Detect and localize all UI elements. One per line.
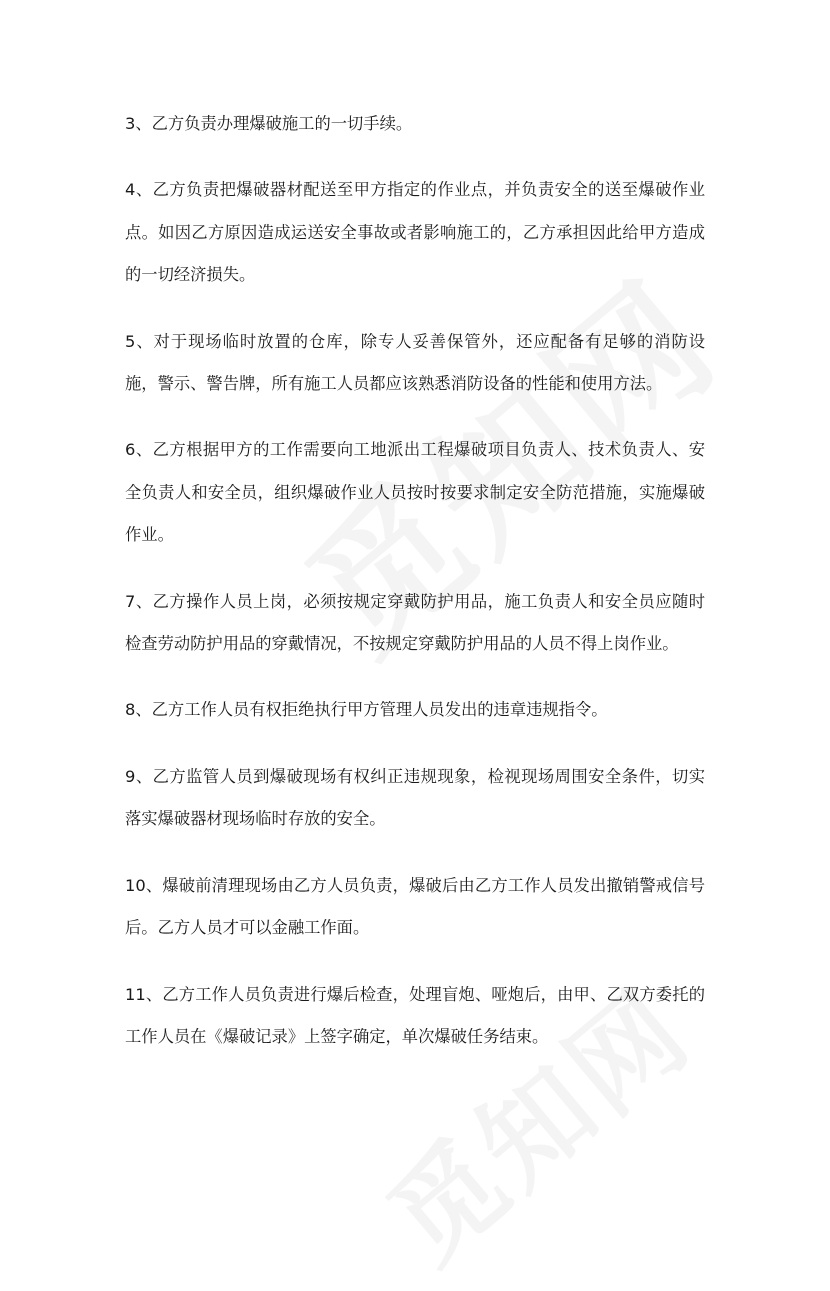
clause-6: 6、乙方根据甲方的工作需要向工地派出工程爆破项目负责人、技术负责人、安全负责人和安全员，组织爆破作业人员按时按要求制定安全防范措施，实施爆破作业。: [125, 440, 705, 545]
clause-9: 9、乙方监管人员到爆破现场有权纠正违规现象，检视现场周围安全条件，切实落实爆破器材现场临时存放的安全。: [125, 766, 705, 829]
clause-5: 5、对于现场临时放置的仓库，除专人妥善保管外，还应配备有足够的消防设施，警示、警告牌，所有施工人员都应该熟悉消防设备的性能和使用方法。: [125, 331, 705, 394]
clause-3: 3、乙方负责办理爆破施工的一切手续。: [125, 114, 413, 133]
clause-8: 8、乙方工作人员有权拒绝执行甲方管理人员发出的违章违规指令。: [125, 700, 608, 720]
clause-4: 4、乙方负责把爆破器材配送至甲方指定的作业点，并负责安全的送至爆破作业点。如因乙方原因造成运送安全事故或者影响施工的，乙方承担因此给甲方造成的一切经济损失。: [125, 180, 705, 285]
clause-7: 7、乙方操作人员上岗，必须按规定穿戴防护用品，施工负责人和安全员应随时检查劳动防护用品的穿戴情况，不按规定穿戴防护用品的人员不得上岗作业。: [125, 591, 705, 654]
clause-11: 11、乙方工作人员负责进行爆后检查，处理盲炮、哑炮后，由甲、乙双方委托的工作人员在《爆破记录》上签字确定，单次爆破任务结束。: [125, 984, 705, 1046]
clause-10: 10、爆破前清理现场由乙方人员负责，爆破后由乙方工作人员发出撤销警戒信号后。乙方人员才可以金融工作面。: [125, 875, 705, 938]
document-body: [125, 103, 705, 1082]
